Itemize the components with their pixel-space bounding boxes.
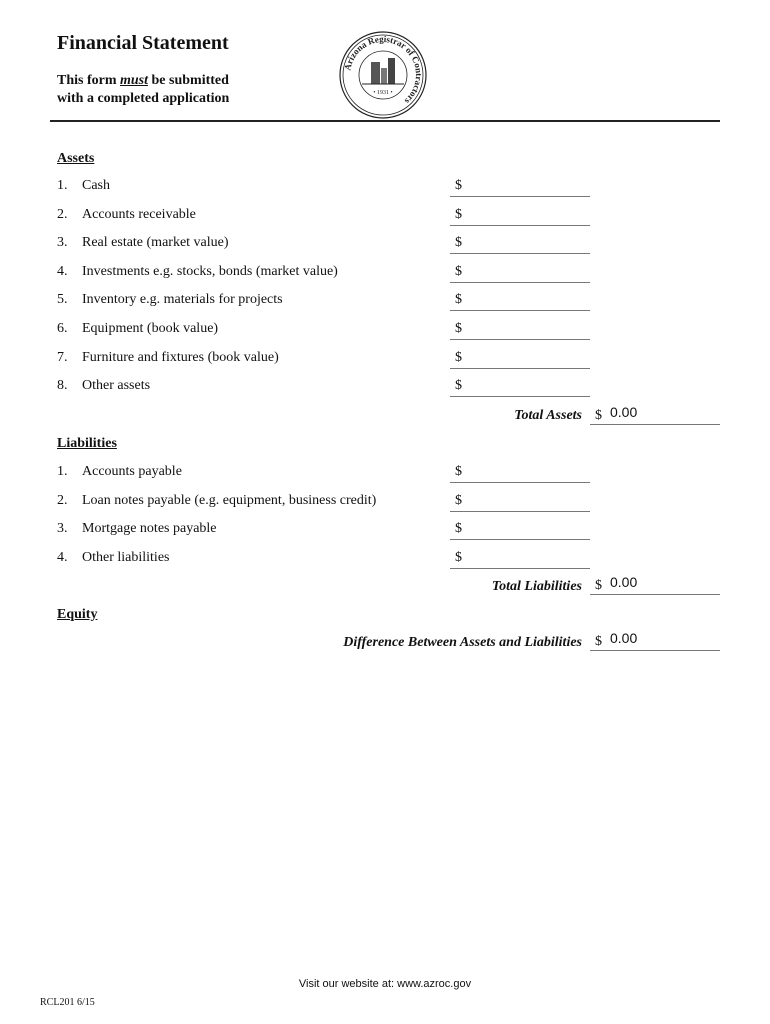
equity-difference-currency: $ — [595, 634, 602, 649]
assets-item-label: Real estate (market value) — [82, 235, 229, 251]
total-liabilities-field[interactable] — [590, 574, 720, 595]
assets-item-label: Investments e.g. stocks, bonds (market value) — [82, 263, 338, 279]
svg-text:• 1931 •: • 1931 • — [373, 90, 393, 96]
assets-item-label: Accounts receivable — [82, 206, 196, 222]
total-liabilities-value: 0.00 — [610, 574, 638, 590]
registrar-seal-logo — [338, 30, 428, 120]
equity-difference-label: Difference Between Assets and Liabilities — [343, 635, 582, 650]
equity-difference-field[interactable] — [590, 630, 720, 651]
assets-currency-symbol: $ — [455, 235, 462, 251]
assets-amount-field[interactable] — [450, 348, 590, 369]
header-divider — [50, 120, 720, 122]
svg-text:Arizona Registrar of Contracto: Arizona Registrar of Contractors — [342, 33, 425, 107]
assets-amount-field[interactable] — [450, 233, 590, 254]
total-liabilities-currency: $ — [595, 578, 602, 593]
instruction-line-2: with a completed application — [57, 91, 230, 106]
assets-item-label: Equipment (book value) — [82, 321, 219, 336]
liabilities-heading: Liabilities — [57, 436, 117, 451]
liabilities-amount-field[interactable] — [450, 462, 590, 483]
assets-amount-field[interactable] — [450, 290, 590, 311]
assets-currency-symbol: $ — [455, 263, 462, 279]
instruction-text-end: be submitted — [148, 73, 229, 88]
liabilities-item-label: Loan notes payable (e.g. equipment, business credit) — [82, 492, 377, 508]
equity-difference-value: 0.00 — [610, 630, 638, 646]
assets-item-number: 5. — [57, 292, 68, 308]
assets-item-number: 6. — [57, 321, 68, 336]
liabilities-currency-symbol: $ — [455, 464, 462, 479]
assets-item-number: 4. — [57, 263, 68, 279]
assets-currency-symbol: $ — [455, 378, 462, 394]
seal-year: 1931 — [377, 90, 389, 96]
assets-amount-field[interactable] — [450, 205, 590, 226]
assets-currency-symbol: $ — [455, 178, 462, 193]
assets-amount-field[interactable] — [450, 376, 590, 397]
form-instructions — [57, 72, 229, 108]
total-liabilities-label: Total Liabilities — [491, 579, 582, 594]
assets-amount-field[interactable] — [450, 176, 590, 197]
assets-amount-field[interactable] — [450, 319, 590, 340]
instruction-emphasis: must — [120, 73, 149, 88]
liabilities-amount-field[interactable] — [450, 548, 590, 569]
assets-currency-symbol: $ — [455, 206, 462, 222]
website-footer: Visit our website at: www.azroc.gov — [298, 978, 472, 990]
assets-item-number: 8. — [57, 378, 68, 394]
total-assets-field[interactable] — [590, 404, 720, 425]
liabilities-item-number: 4. — [57, 549, 68, 565]
liabilities-amount-field[interactable] — [450, 491, 590, 512]
assets-item-number: 3. — [57, 235, 68, 251]
liabilities-item-label: Accounts payable — [82, 464, 182, 479]
assets-item-number: 2. — [57, 206, 68, 222]
liabilities-currency-symbol: $ — [455, 549, 462, 565]
assets-currency-symbol: $ — [455, 292, 462, 308]
assets-currency-symbol: $ — [455, 321, 462, 336]
total-assets-label: Total Assets — [514, 408, 582, 423]
form-title: Financial Statement — [57, 32, 229, 54]
liabilities-currency-symbol: $ — [455, 521, 462, 537]
assets-item-number: 1. — [57, 178, 68, 193]
assets-heading: Assets — [57, 151, 95, 166]
assets-item-label: Furniture and fixtures (book value) — [82, 349, 279, 365]
total-assets-currency: $ — [595, 408, 602, 423]
total-assets-value: 0.00 — [610, 404, 638, 420]
assets-amount-field[interactable] — [450, 262, 590, 283]
liabilities-currency-symbol: $ — [455, 492, 462, 508]
liabilities-item-label: Mortgage notes payable — [82, 521, 217, 537]
equity-heading: Equity — [57, 607, 98, 622]
form-code: RCL201 6/15 — [40, 997, 95, 1008]
liabilities-item-label: Other liabilities — [82, 549, 170, 565]
assets-item-label: Cash — [82, 178, 110, 193]
liabilities-amount-field[interactable] — [450, 519, 590, 540]
assets-currency-symbol: $ — [455, 349, 462, 365]
liabilities-item-number: 3. — [57, 521, 68, 537]
assets-item-label: Other assets — [82, 378, 151, 394]
instruction-text-start: This form — [57, 73, 120, 88]
assets-item-number: 7. — [57, 349, 68, 365]
assets-item-label: Inventory e.g. materials for projects — [82, 292, 283, 308]
liabilities-item-number: 1. — [57, 464, 68, 479]
liabilities-item-number: 2. — [57, 492, 68, 508]
